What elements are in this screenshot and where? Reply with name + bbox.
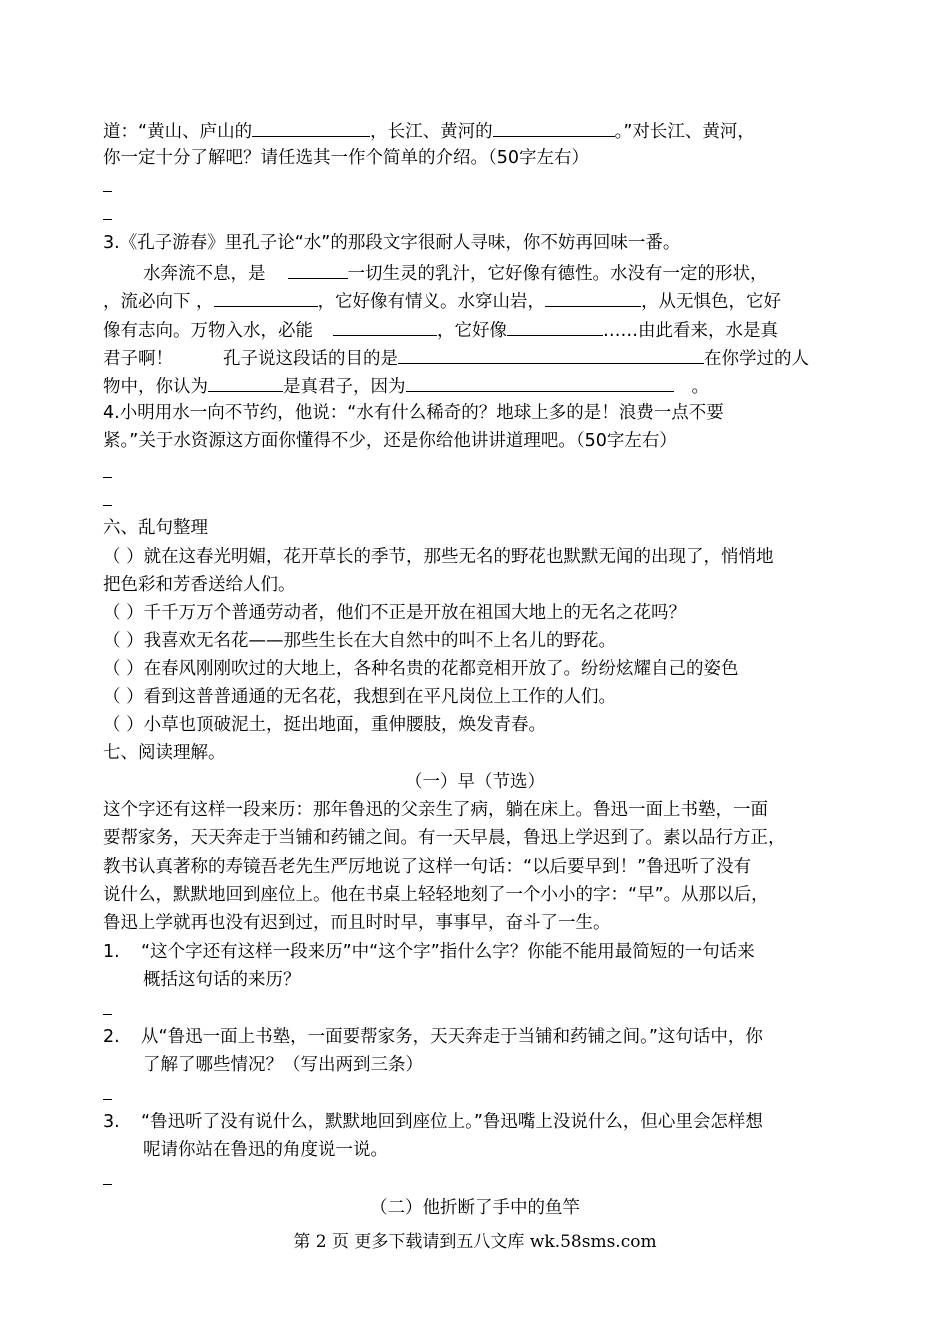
text-segment: ……由此看来，水是真: [603, 321, 778, 341]
answer-blank[interactable]: [208, 373, 283, 392]
question-number: 1.: [103, 942, 120, 962]
question-text-cont: 概括这句话的来历？: [143, 970, 301, 990]
answer-blank[interactable]: [398, 345, 704, 364]
text-segment: 君子啊！: [103, 349, 173, 369]
answer-blank[interactable]: [545, 288, 641, 307]
question-text: “鲁迅听了没有说什么，默默地回到座位上。”鲁迅嘴上没说什么，但心里会怎样想: [141, 1112, 763, 1132]
answer-blank[interactable]: [214, 288, 318, 307]
text-segment: 。: [691, 377, 709, 397]
reorder-item: （ ）我喜欢无名花——那些生长在大自然中的叫不上名儿的野花。: [103, 631, 617, 651]
text-segment: ，它好像有情义。水穿山岩，: [317, 292, 546, 312]
answer-line[interactable]: [103, 1184, 112, 1185]
answer-line[interactable]: [103, 477, 112, 478]
text-line: 你一定十分了解吧？请任选其一作个简单的介绍。（50字左右）: [103, 148, 590, 168]
text-segment: 水奔流不息，是: [143, 264, 266, 284]
section-7-title: 七、阅读理解。: [103, 743, 226, 763]
text-line: [103, 373, 709, 399]
question-4-line: 4.小明用水一向不节约，他说：“水有什么稀奇的？地球上多的是！浪费一点不要: [103, 403, 724, 423]
question-text: “这个字还有这样一段来历”中“这个字”指什么字？你能不能用最简短的一句话来: [141, 942, 755, 962]
answer-blank[interactable]: [507, 317, 603, 336]
answer-blank[interactable]: [333, 317, 437, 336]
question-text-cont: 了解了哪些情况？（写出两到三条）: [143, 1055, 423, 1075]
reorder-item: （ ）就在这春光明媚，花开草长的季节，那些无名的野花也默默无闻的出现了，悄悄地: [103, 547, 774, 567]
text-line: [103, 118, 755, 144]
reorder-item: （ ）看到这普普通通的无名花，我想到在平凡岗位上工作的人们。: [103, 687, 617, 707]
text-segment: 道：“黄山、庐山的: [103, 122, 253, 142]
text-line: [143, 260, 768, 286]
page-footer: 第 2 页 更多下载请到五八文库 wk.58sms.com: [293, 1232, 657, 1252]
passage-line: 鲁迅上学就再也没有迟到过，而且时时早，事事早，奋斗了一生。: [103, 913, 611, 933]
text-segment: 物中，你认为: [103, 377, 208, 397]
text-segment: ，它好像: [437, 321, 507, 341]
passage-line: 说什么，默默地回到座位上。他在书桌上轻轻地刻了一个小小的字：“早”。从那以后，: [103, 885, 769, 905]
question-number: 3.: [103, 1112, 120, 1132]
passage-line: 要帮家务，天天奔走于当铺和药铺之间。有一天早晨，鲁迅上学迟到了。素以品行方正，: [103, 828, 786, 848]
text-segment: 。”对长江、黄河，: [614, 122, 755, 142]
answer-blank[interactable]: [288, 260, 348, 279]
text-segment: ，流必向下 ，: [103, 292, 214, 312]
section-6-title: 六、乱句整理: [103, 518, 208, 538]
answer-line[interactable]: [103, 1014, 112, 1015]
reorder-item-cont: 把色彩和芳香送给人们。: [103, 575, 296, 595]
answer-line[interactable]: [103, 219, 112, 220]
question-3-title: 3.《孔子游春》里孔子论“水”的那段文字很耐人寻味，你不妨再回味一番。: [103, 233, 681, 253]
text-segment: 在你学过的人: [704, 349, 809, 369]
answer-blank[interactable]: [406, 373, 674, 392]
answer-line[interactable]: [103, 505, 112, 506]
question-text: 从“鲁迅一面上书塾，一面要帮家务，天天奔走于当铺和药铺之间。”这句话中，你: [141, 1027, 763, 1047]
passage-line: 这个字还有这样一段来历：那年鲁迅的父亲生了病，躺在床上。鲁迅一面上书塾，一面: [103, 800, 768, 820]
passage-1-title: （一）早（节选）: [405, 772, 545, 792]
text-segment: ，长江、黄河的: [370, 122, 493, 142]
answer-line[interactable]: [103, 191, 112, 192]
answer-blank[interactable]: [493, 118, 615, 137]
passage-line: 教书认真著称的寿镜吾老先生严厉地说了这样一句话：“以后要早到！”鲁迅听了没有: [103, 857, 752, 877]
reorder-item: （ ）小草也顶破泥土，挺出地面，重伸腰肢，焕发青春。: [103, 715, 547, 735]
question-4-line: 紧。”关于水资源这方面你懂得不少，还是你给他讲讲道理吧。（50字左右）: [103, 431, 677, 451]
passage-2-title: （二）他折断了手中的鱼竿: [370, 1198, 580, 1218]
text-line: [103, 345, 809, 371]
reorder-item: （ ）千千万万个普通劳动者，他们不正是开放在祖国大地上的无名之花吗？: [103, 603, 687, 623]
reorder-item: （ ）在春风刚刚吹过的大地上，各种名贵的花都竞相开放了。纷纷炫耀自己的姿色: [103, 659, 739, 679]
text-segment: ，从无惧色，它好: [641, 292, 782, 312]
text-segment: 像有志向。万物入水，必能: [103, 321, 313, 341]
answer-line[interactable]: [103, 1099, 112, 1100]
question-text-cont: 呢请你站在鲁迅的角度说一说。: [143, 1140, 388, 1160]
text-segment: 是真君子，因为: [283, 377, 406, 397]
text-segment: 一切生灵的乳汁，它好像有德性。水没有一定的形状，: [347, 264, 768, 284]
question-number: 2.: [103, 1027, 120, 1047]
answer-blank[interactable]: [252, 118, 370, 137]
text-line: [103, 288, 781, 314]
text-line: [103, 317, 778, 343]
text-segment: 孔子说这段话的目的是: [223, 349, 398, 369]
